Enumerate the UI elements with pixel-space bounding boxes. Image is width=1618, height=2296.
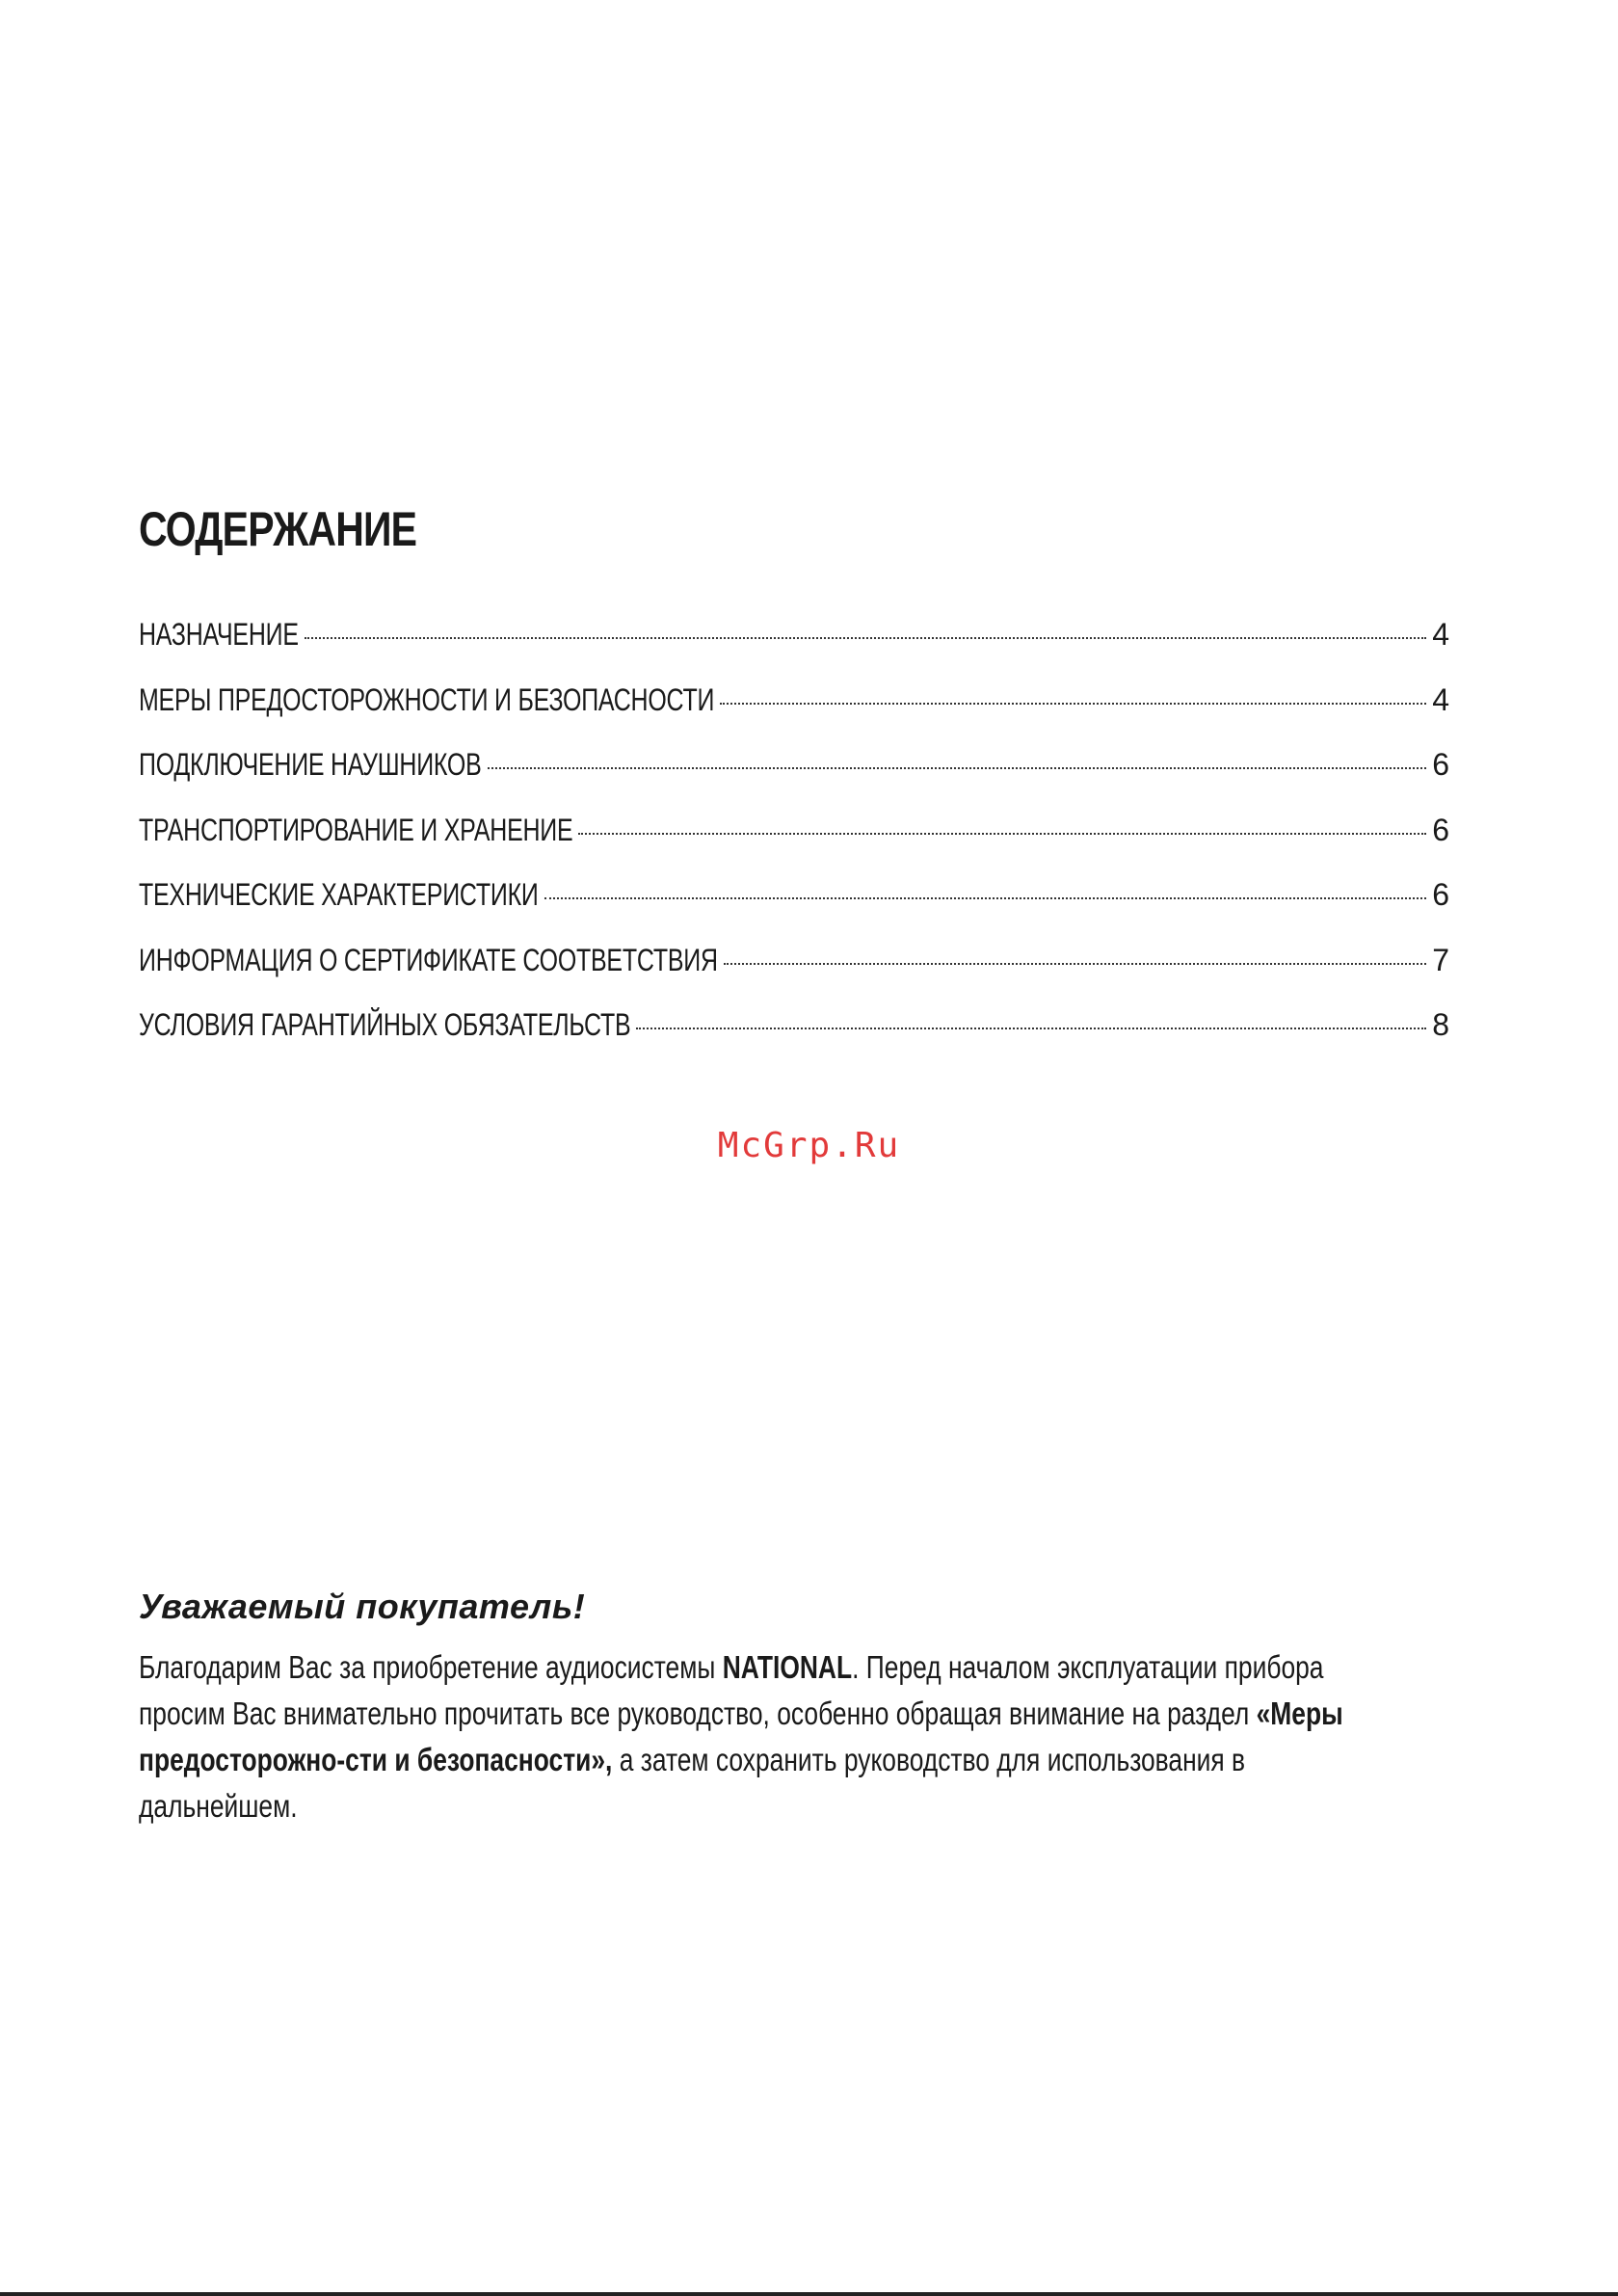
toc-entry[interactable] <box>139 617 1449 682</box>
intro-text: а затем сохранить руководство для использования в дальнейшем. <box>139 1742 1246 1824</box>
watermark: McGrp.Ru <box>717 1126 901 1165</box>
toc-entry-page: 4 <box>1432 681 1449 717</box>
toc-entry-label: НАЗНАЧЕНИЕ <box>139 617 299 652</box>
page-bottom-rule <box>0 2292 1618 2296</box>
toc-leader-dots <box>720 703 1426 705</box>
toc-entry-label: УСЛОВИЯ ГАРАНТИЙНЫХ ОБЯЗАТЕЛЬСТВ <box>139 1007 631 1042</box>
intro-text: . Перед началом эксплуатации прибора просим Вас внимательно прочитать все руководство, особенно обращая внимание на раздел <box>139 1649 1324 1731</box>
toc-leader-dots <box>636 1028 1426 1029</box>
toc-entry-label: ТЕХНИЧЕСКИЕ ХАРАКТЕРИСТИКИ <box>139 877 539 912</box>
toc-leader-dots <box>305 637 1426 639</box>
toc-entry-label: ПОДКЛЮЧЕНИЕ НАУШНИКОВ <box>139 747 482 782</box>
toc-entry-label: ИНФОРМАЦИЯ О СЕРТИФИКАТЕ СООТВЕТСТВИЯ <box>139 942 718 977</box>
toc-entry-page: 6 <box>1432 747 1449 782</box>
toc-entry-page: 4 <box>1432 617 1449 652</box>
toc-entry-page: 6 <box>1432 812 1449 847</box>
toc-entry-page: 8 <box>1432 1007 1449 1042</box>
toc-entry-label: ТРАНСПОРТИРОВАНИЕ И ХРАНЕНИЕ <box>139 812 573 847</box>
toc-entry-page: 7 <box>1432 942 1449 977</box>
toc-leader-dots <box>578 833 1426 835</box>
toc-entry-page: 6 <box>1432 877 1449 912</box>
section-reference: «Меры предосторожно-сти и безопасности», <box>139 1695 1343 1777</box>
toc-entry[interactable] <box>139 1007 1449 1073</box>
toc-entry[interactable] <box>139 813 1449 878</box>
toc-entry[interactable] <box>139 682 1449 748</box>
table-of-contents <box>139 617 1449 1073</box>
toc-title: СОДЕРЖАНИЕ <box>139 502 417 556</box>
toc-leader-dots <box>724 963 1426 965</box>
toc-entry[interactable] <box>139 747 1449 813</box>
greeting-heading: Уважаемый покупатель! <box>139 1587 586 1626</box>
toc-leader-dots <box>544 897 1427 899</box>
toc-entry[interactable] <box>139 877 1449 943</box>
toc-entry[interactable] <box>139 943 1449 1008</box>
toc-leader-dots <box>488 767 1427 769</box>
intro-paragraph <box>139 1644 1388 1829</box>
intro-text: Благодарим Вас за приобретение аудиосистемы <box>139 1649 723 1685</box>
brand-name: NATIONAL <box>722 1649 853 1685</box>
toc-entry-label: МЕРЫ ПРЕДОСТОРОЖНОСТИ И БЕЗОПАСНОСТИ <box>139 681 715 717</box>
